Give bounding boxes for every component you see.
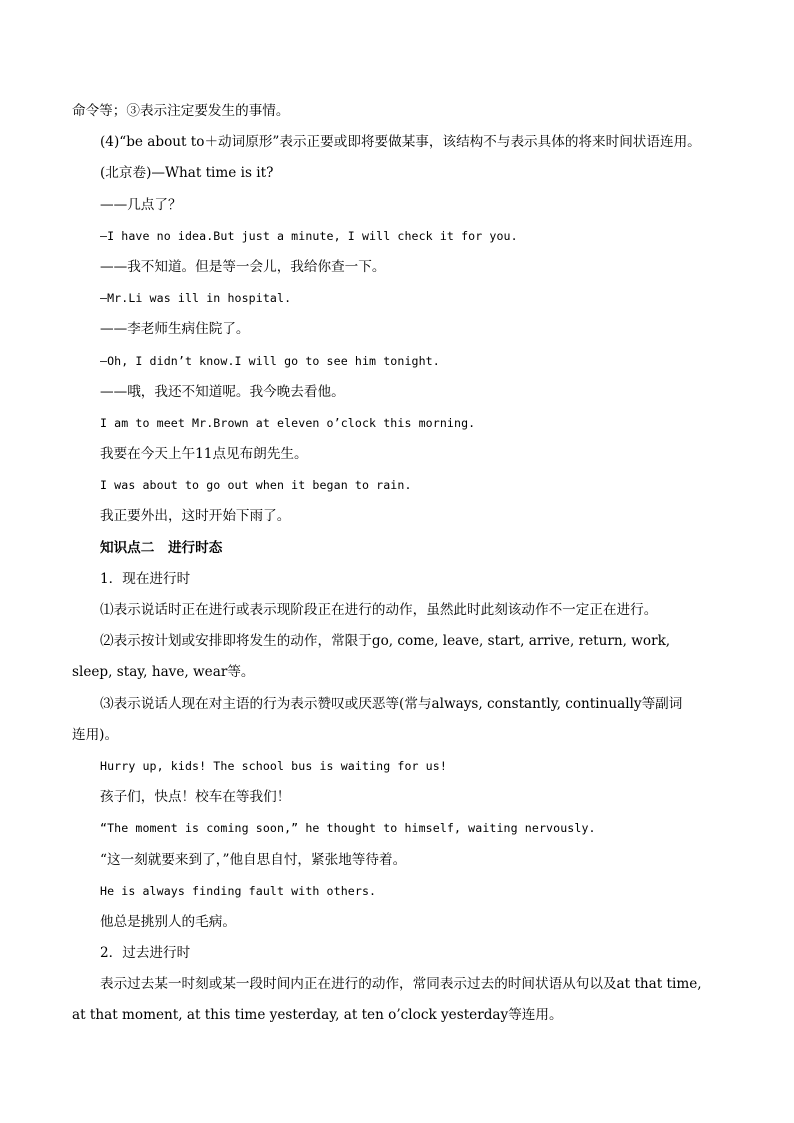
example-sentence: He is always finding fault with others.	[100, 883, 377, 898]
text-line: 命令等；③表示注定要发生的事情。	[72, 103, 290, 119]
example-sentence: “The moment is coming soon,” he thought to himself, waiting nervously.	[100, 821, 596, 836]
example-question: (北京卷)—What time is it?	[100, 165, 274, 182]
example-sentence: —I have no idea.But just a minute, I will check it for you.	[100, 228, 518, 243]
document-body	[72, 96, 730, 1032]
example-translation: 他总是挑别人的毛病。	[100, 913, 236, 930]
text-line: ⑶表示说话人现在对主语的行为表示赞叹或厌恶等(常与always, constantly, continually等副词	[100, 695, 683, 712]
example-sentence: I was about to go out when it began to rain.	[100, 478, 412, 493]
section-heading: 知识点二 进行时态	[100, 539, 223, 556]
example-sentence: —Mr.Li was ill in hospital.	[100, 291, 292, 306]
example-translation: ——我不知道。但是等一会儿，我给你查一下。	[100, 258, 386, 275]
text-line: 表示过去某一时刻或某一段时间内正在进行的动作，常同表示过去的时间状语从句以及at that time,	[100, 976, 702, 993]
example-sentence: I am to meet Mr.Brown at eleven o’clock this morning.	[100, 415, 476, 430]
example-translation: ——李老师生病住院了。	[100, 321, 250, 338]
text-line: 连用)。	[72, 726, 119, 743]
text-line: (4)“be about to＋动词原形”表示正要或即将要做某事，该结构不与表示具体的将来时间状语连用。	[100, 134, 701, 151]
example-translation: ——几点了？	[100, 196, 182, 213]
subsection-heading: 2．过去进行时	[100, 945, 191, 962]
example-sentence: —Oh, I didn’t know.I will go to see him tonight.	[100, 353, 440, 368]
example-sentence: Hurry up, kids! The school bus is waiting for us!	[100, 758, 447, 773]
example-translation: ——哦，我还不知道呢。我今晚去看他。	[100, 383, 345, 400]
subsection-heading: 1．现在进行时	[100, 570, 191, 587]
example-translation: 我要在今天上午11点见布朗先生。	[100, 446, 308, 463]
example-translation: “这一刻就要来到了，”他自思自忖，紧张地等待着。	[100, 851, 407, 868]
text-line: sleep, stay, have, wear等。	[72, 664, 255, 681]
example-translation: 孩子们，快点！校车在等我们！	[100, 789, 291, 806]
text-line: at that moment, at this time yesterday, at ten o’clock yesterday等连用。	[72, 1007, 563, 1024]
text-line: ⑴表示说话时正在进行或表示现阶段正在进行的动作，虽然此时此刻该动作不一定正在进行。	[100, 602, 658, 618]
text-line: ⑵表示按计划或安排即将发生的动作，常限于go, come, leave, start, arrive, return, work,	[100, 633, 671, 650]
example-translation: 我正要外出，这时开始下雨了。	[100, 508, 291, 525]
